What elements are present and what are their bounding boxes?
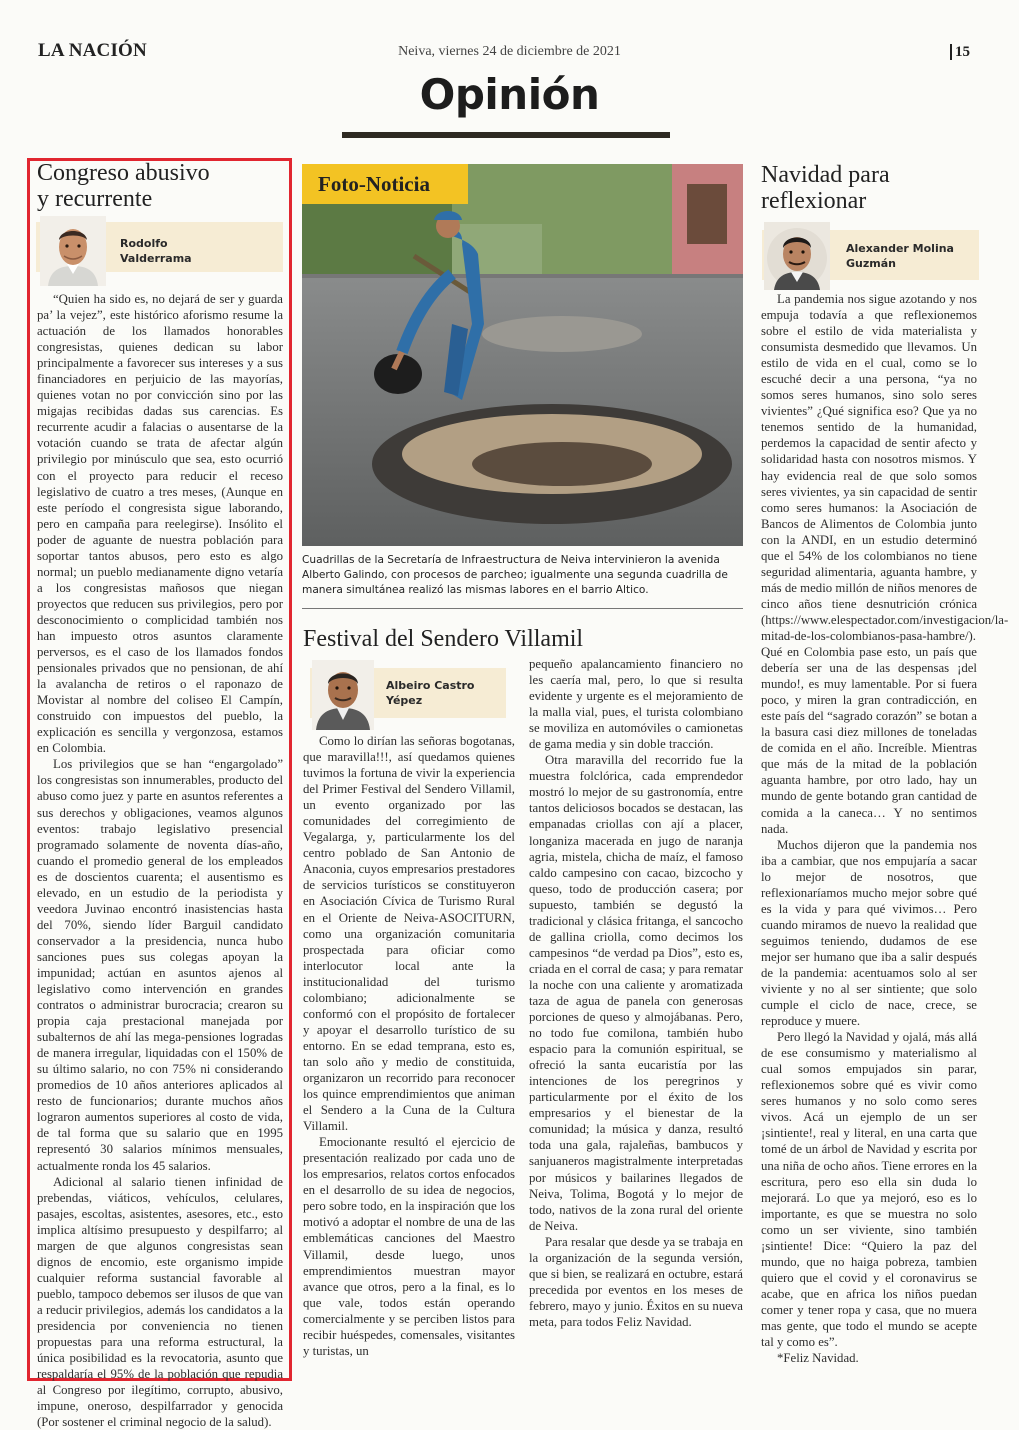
section-title: Opinión xyxy=(419,70,600,119)
author-portrait-alexander xyxy=(764,222,830,290)
center-divider xyxy=(302,608,743,609)
article3-paragraph-2: Muchos dijeron que la pandemia nos iba a cambiar, que nos empujaría a sacar lo mejor de nosotros, que reflexionaríamos mucho mejor sobre qué es la vida y para qué vivimos… Pero cuando miramos de nuevo la realidad que seguimos teniendo, dudamos de ese mejor ser humano que iba a salir después de la pandemia: acentuamos solo al ser viviente y no al ser sintiente; que solo cumple el ciclo de nace, crece, se reproduce y muere. xyxy=(761,837,977,1029)
article1-paragraph-2: Los privilegios que se han “engargolado” los congresistas son innumerables, producto del abuso como juez y parte en asuntos referentes a sus derechos y obligaciones, veamos algunos eventos: trabajo legislativo presencial programado solamente de noventa días-año, cuando el promedio general de los empleados es de doscientos cuarenta; el ausentismo es elevado, en un estudio de la periodista y veedora Juvinao encontró inasistencias hasta del 70%, siendo líder Barguil candidato conservador a la presidencia, nunca hubo sanciones pues sus colegas apoyan la impunidad; actúan en asuntos ajenos al legislativo como intervención en grandes contratos o administrar burocracia; crearon su propia caja prestacional manejada por subalternos de ahí las mega-pensiones logradas de manera irregular, liquidadas con el 150% de su último salario, no con 75% ni considerando promedios de 10 años anteriores aplicados al resto de funcionarios; durante muchos años lograron aumentos superiores al costo de vida, de tal forma que su salario que en 1995 representó 30 salarios mínimos mensuales, actualmente ronda los 45 salarios. xyxy=(37,757,283,1173)
article1-author-line1: Rodolfo xyxy=(120,237,168,250)
article1-paragraph-3: Adicional al salario tienen infinidad de prebendas, viáticos, vehículos, celulares, pasajes, escoltas, asistentes, asesores, etc., esto implica altísimo presupuesto y despilfarro; al margen de que algunos congresistas sean dignos de encomio, este organismo impide cualquier reforma sustancial favorable al pueblo, tampoco debemos ser ilusos de que van a reducir privilegios, además los candidatos a la presidencia por conveniencia no tienen propuestas para una reforma estructural, la única posibilidad es la revocatoria, asunto que respaldaría el 95% de la población que repudia al Congreso por ilegítimo, corrupto, abusivo, impune, oneroso, despilfarrador y genocida (Por sostener el criminal negocio de la salud). xyxy=(37,1174,283,1430)
article1-headline-line1: Congreso abusivo xyxy=(37,160,210,186)
article1-body xyxy=(37,291,283,1430)
article3-paragraph-3: Pero llegó la Navidad y ojalá, más allá de ese consumismo y materialismo al cual somos empujados sin parar, reflexionemos sobre qué es vivir como seres humanos y no solo como seres vivos. Acá un ejemplo de un ser ¡sintiente!, real y literal, en una carta que tomé de un árbol de Navidad y escrita por una niña de ocho años. Tiene errores en la escritura, pero eso ella sin duda lo mejorará. Lo que ya mejoró, eso es lo importante, es que se muestra no solo como un ser viviente, sino también ¡sintiente! Dice: “Quiero la paz del mundo, que no haiga pobreza, tambien quiero que el covid y el coronavirus se acabe, que en africa los niños puedan comer y tener ropa y casa, que no muera mas gente, que todo el mundo se acepte tal y como es”. xyxy=(761,1030,977,1350)
portrait-illustration xyxy=(312,660,374,730)
newspaper-logo: LA NACIÓN xyxy=(38,40,147,61)
article3-headline xyxy=(761,162,1001,214)
section-title-rule xyxy=(342,132,670,138)
article1-paragraph-1: “Quien ha sido es, no dejará de ser y guarda pa’ la vejez”, este histórico aforismo resume la actuación de los llamados honorables congresistas, quienes dedican su labor principalmente a favorecer sus intereses y a sus financiadores en perjuicio de las mayorías, quienes votan no por convicción sino por las migajas recibidas dadas sus carencias. Es recurrente acudir a falacias o ausentarse de la votación cuando se trata de afectar algún privilegio por minúsculo que sea, esto ocurrió con el proyecto para reducir el receso legislativo de cuatro a tres meses, (Aunque en este período el congresista sigue laborando, pero en campaña para reelegirse). Insólito el poder de aguante de nuestra población para soportar tantos abusos, pero esto es algo normal; un pueblo medianamente digno vetaría a los congresistas mañosos que niegan proyectos que reducen sus privilegios, pero por desconocimiento o complicidad también nos han impuesto otros asuntos claramente perversos, es el caso de los llamados fondos pensionales privados que no pensionan, de ahí la avalancha de retiros o el raponazo de Movistar al nombre del coliseo El Campín, construido con impuestos del pueblo, la explicación es sencilla y vergonzosa, estamos en Colombia. xyxy=(37,292,283,756)
article2-author-line1: Albeiro Castro xyxy=(386,679,475,692)
article3-body xyxy=(761,291,1009,1366)
article3-author-line1: Alexander Molina xyxy=(846,242,954,255)
article2-col2-paragraph-2: Otra maravilla del recorrido fue la muestra folclórica, cada emprendedor mostró lo mejor de su gastronomía, entre tantos deliciosos bocados se destacan, las empanadas criollas con ají a placer, longaniza macerada en jugo de naranja agria, mistela, chicha de maíz, el famoso caldo campesino con cacao, bizcocho y queso, todo de producción casera; por supuesto, también se degustó la tradicional y clásica fritanga, el sancocho de gallina criolla, como decimos los campesinos “de verdad pa Dios”, esto es, criada en el corral de casa; y para rematar la noche con una caliente y aromatizada taza de agua de panela con generosas porciones de queso y almojábanas. Pero, no todo fue comilona, también hubo espacio para la comunión espiritual, se ofreció la santa eucaristía por las intenciones de los peregrinos y particularmente por el éxito de los empresarios y el bienestar de la comunidad; la música y danza, resultó toda una gala, rajaleñas, bambucos y sanjuaneros magistralmente interpretadas por músicos y bailarines llegados de Neiva, Tolima, Bogotá y lo mejor de todo, nativos de la zona rural del oriente de Neiva. xyxy=(529,753,743,1233)
photo-news-caption: Cuadrillas de la Secretaría de Infraestructura de Neiva intervinieron la avenida Alberto Galindo, con procesos de parcheo; igualmente una segunda cuadrilla de manera simultánea realizó las mismas labores en el barrio Altico. xyxy=(302,554,728,596)
article3-author xyxy=(846,241,954,271)
article2-col1-paragraph-1: Como lo dirían las señoras bogotanas, que maravilla!!!, así quedamos quienes tuvimos la fortuna de vivir la experiencia del Primer Festival del Sendero Villamil, un evento organizado por las comunidades del corregimiento de Vegalarga, y, particularmente los del centro poblado de San Antonio de Anaconia, cuyos empresarios prestadores de servicios turísticos se constituyeron en Asociación Cívica de Turismo Rural en el Oriente de Neiva-ASOCITURN, como una organización comunitaria prospectada para oficiar como interlocutor local ante la institucionalidad del turismo colombiano; adicionalmente se conformó con el propósito de fortalecer y apoyar el desarrollo turístico de su entorno. En se edad temprana, esto es, tan solo año y medio de constituida, organizaron un recorrido para reconocer los quince emprendimientos que animan el Sendero a la Cuna de la Cultura Villamil. xyxy=(303,734,515,1134)
article2-column-2 xyxy=(529,656,743,1330)
article1-headline-line2: y recurrente xyxy=(37,186,153,212)
page-number: 15 xyxy=(950,44,970,60)
article3-headline-line2: reflexionar xyxy=(761,188,867,214)
article3-signoff: *Feliz Navidad. xyxy=(777,1351,859,1366)
article2-col2-paragraph-1: pequeño apalancamiento financiero no les caería mal, pero, lo que si resulta evidente y urgente es el mejoramiento de la malla vial, pues, el turista colombiano se moviliza en automóviles o camionetas de gama media y sin doble tracción. xyxy=(529,657,743,752)
photo-news-label: Foto-Noticia xyxy=(302,164,468,204)
portrait-illustration xyxy=(40,216,106,286)
portrait-illustration xyxy=(764,222,830,290)
article2-headline: Festival del Sendero Villamil xyxy=(303,626,584,652)
article1-author xyxy=(120,236,192,266)
article1-author-line2: Valderrama xyxy=(120,252,192,265)
street-repair-photo xyxy=(302,164,743,546)
article2-column-1 xyxy=(303,733,515,1359)
article2-col1-paragraph-2: Emocionante resultó el ejercicio de presentación realizado por cada uno de los empresarios, relatos cortos enfocados en el desarrollo de su idea de negocios, pero sobre todo, en la inspiración que los motivó a adoptar el nombre de una de las emblemáticas canciones del Maestro Villamil, desde luego, unos emprendimientos muestran mayor avance que otros, pero a la final, es lo que vale, todos están operando comercialmente y se perciben listos para recibir huéspedes, comensales, visitantes y turistas, un xyxy=(303,1135,515,1358)
article3-author-line2: Guzmán xyxy=(846,257,896,270)
edition-date: Neiva, viernes 24 de diciembre de 2021 xyxy=(398,44,621,59)
article2-col2-paragraph-3: Para resalar que desde ya se trabaja en la organización de la segunda versión, que si bien, se realizará en octubre, estará precedida por eventos en los meses de febrero, mayo y junio. Éxitos en su nueva meta, para todos Feliz Navidad. xyxy=(529,1234,743,1329)
article3-paragraph-1: La pandemia nos sigue azotando y nos empuja todavía a que reflexionemos sobre el estilo de vida materialista y consumista desmedido que llevamos. Un estilo de vida en el cual, como se lo escuché decir a una persona, “ya no somos seres humanos, sino solo seres vivientes” ¿Qué significa eso? Que ya no tenemos sentido de la humanidad, perdemos la capacidad de sentir afecto y solidaridad hasta con nosotros mismos. Y hay evidencia real de que solo somos seres vivientes, ya sin capacidad de sentir como seres humanos: la Asociación de Bancos de Alimentos de Colombia junto con la ANDI, en un estudio determinó que el 54% de los colombianos no tiene seguridad alimentaria, aguanta hambre, y más de medio millón de niños menores de cinco años tiene desnutrición crónica (https://www.elespectador.com/investigacion/la-mitad-de-los-colombianos-pasa-hambre/). Qué en Colombia pase esto, un país que debería ser una de las despensas ¡del mundo!, es muy lamentable. Por si fuera poco, y miren la gran contradicción, en este país del “sagrado corazón” se botan a la basura casi diez millones de toneladas de comida en el año. Increíble. Mientras que más de la mitad de la población aguanta hambre, por otro lado, hay un mundo de gente botando gran cantidad de comida a la caneca… Y no sentimos nada. xyxy=(761,292,1009,836)
article2-author-line2: Yépez xyxy=(386,694,423,707)
article3-headline-line1: Navidad para xyxy=(761,162,890,188)
article2-author xyxy=(386,678,474,708)
author-portrait-albeiro xyxy=(312,660,374,730)
article1-headline xyxy=(37,160,287,212)
author-portrait-rodolfo xyxy=(40,216,106,286)
photo-news-image xyxy=(302,164,743,546)
